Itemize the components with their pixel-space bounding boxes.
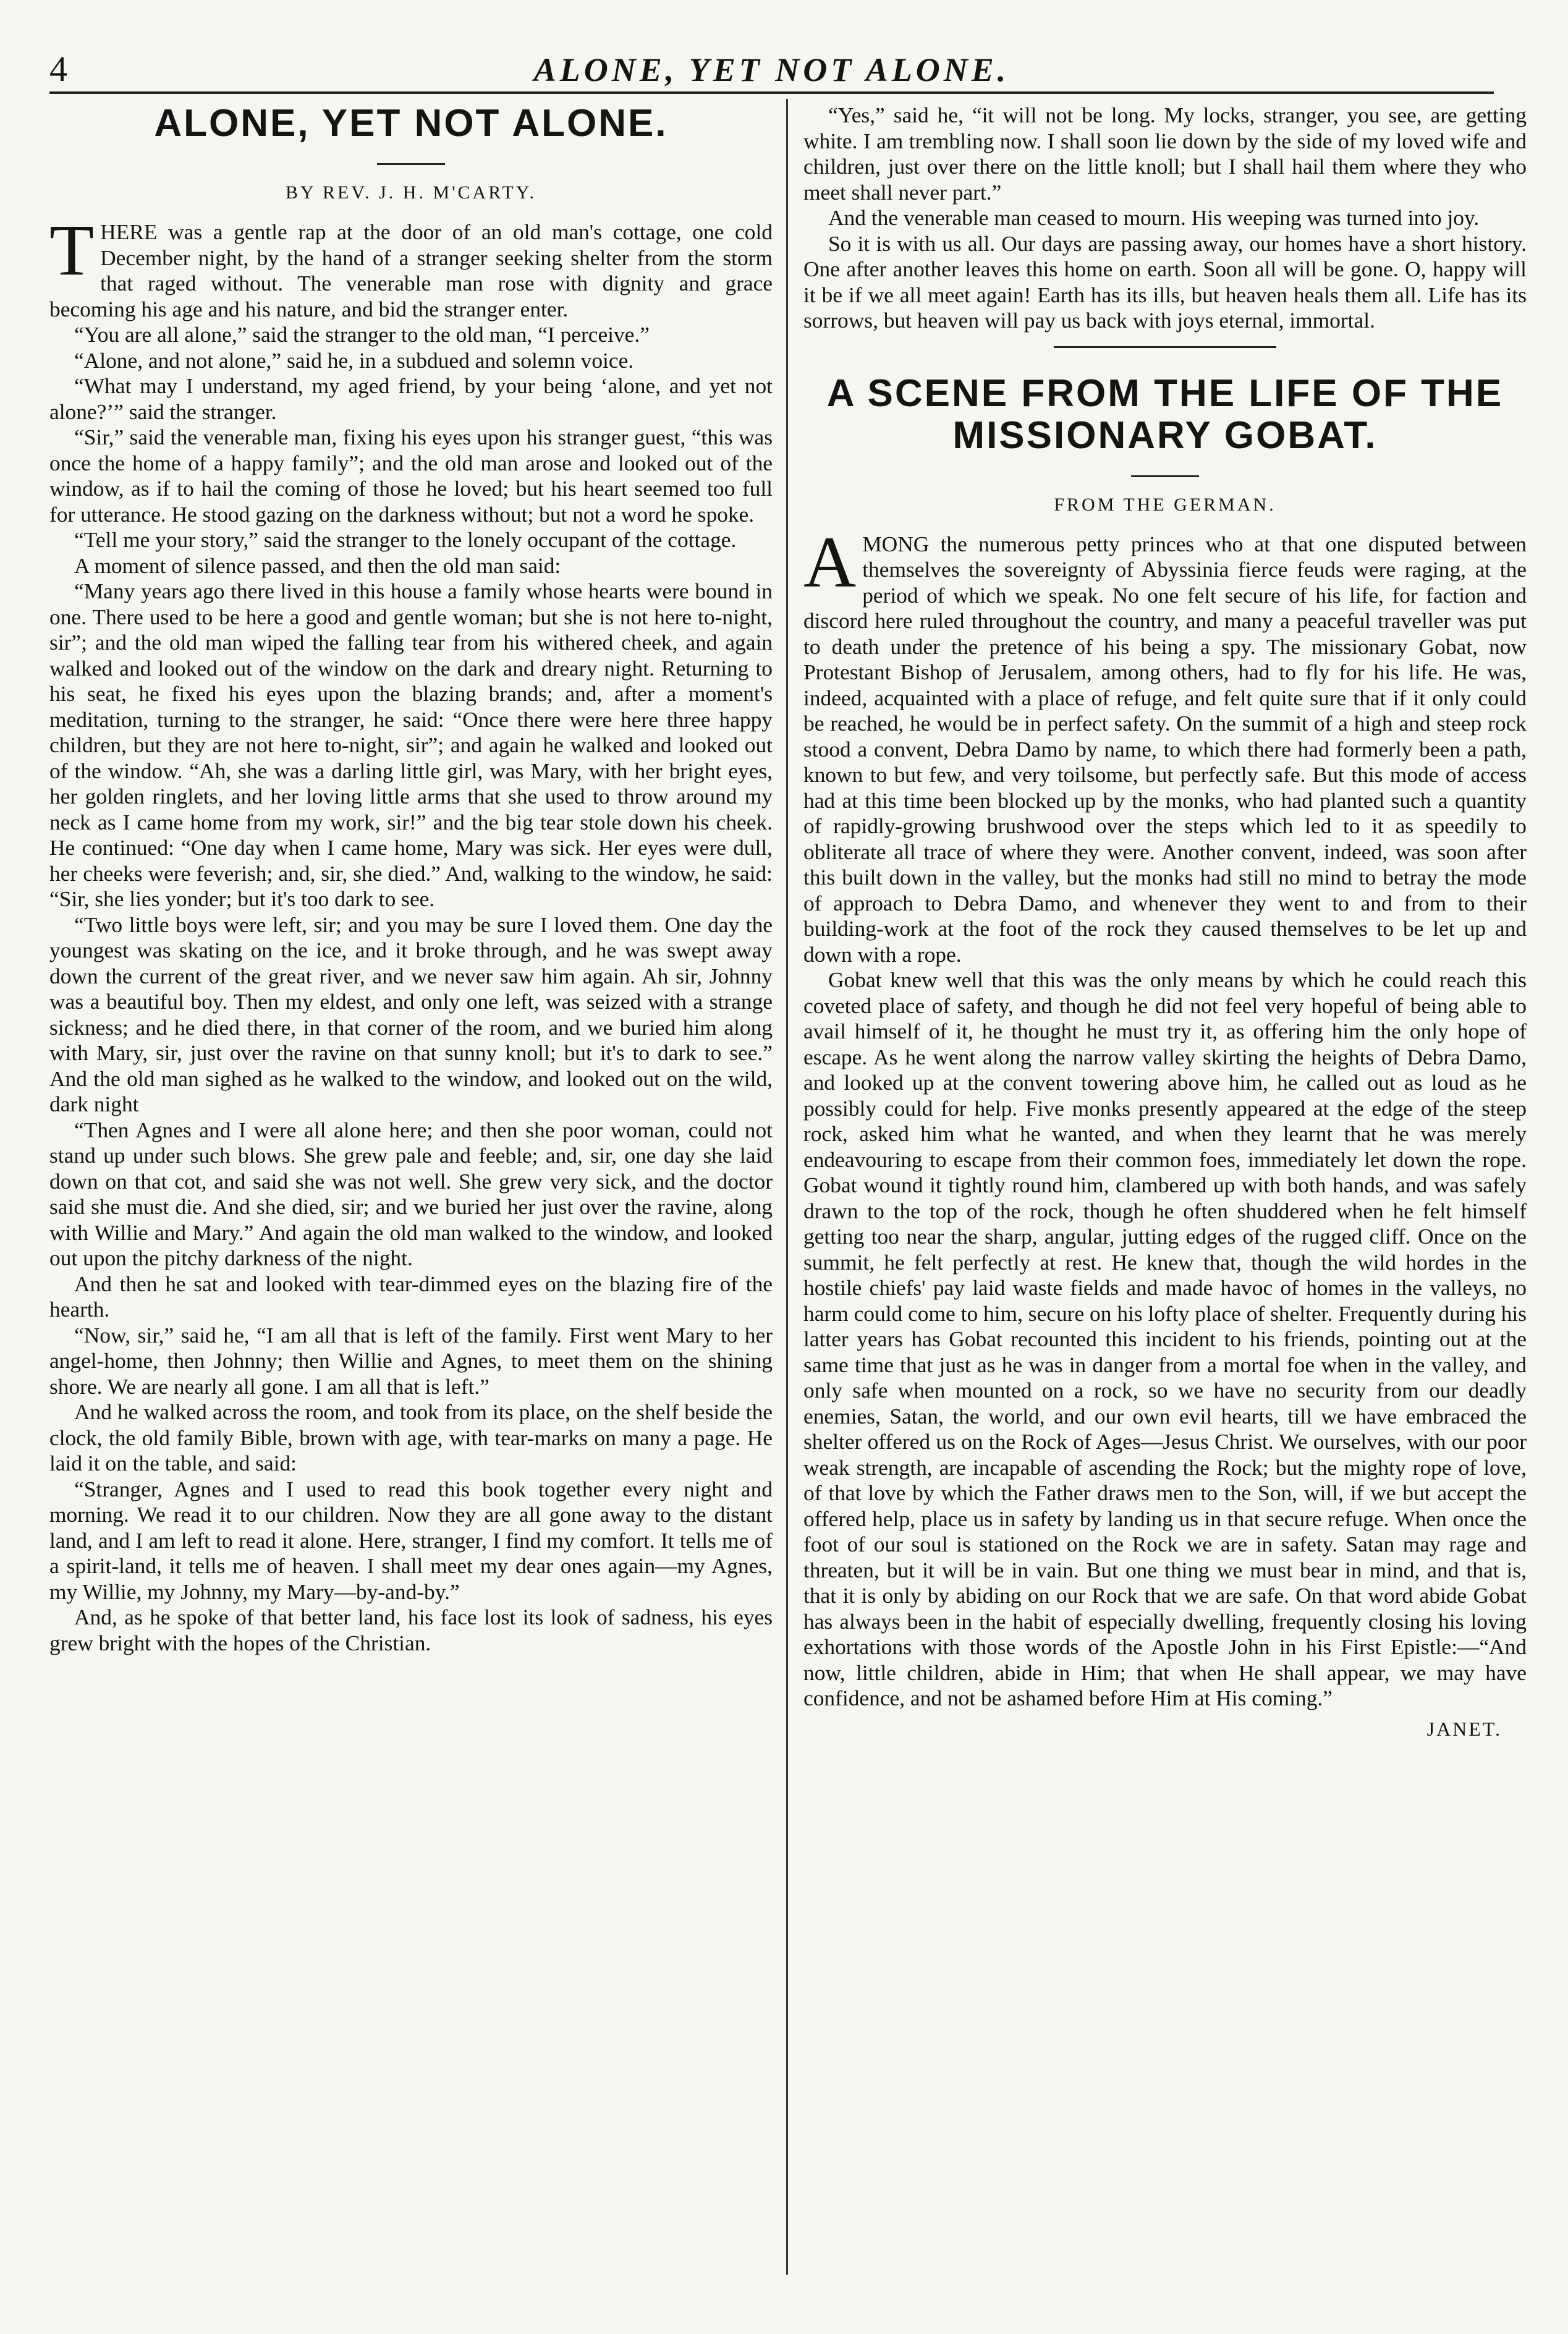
- paragraph: “Two little boys were left, sir; and you may be sure I loved them. One day the youngest was skating on the ice, and it broke through, and he was swept away down the current of the great river, and we never saw him again. Ah sir, Johnny was a beautiful boy. Then my eldest, and only one left, was seized with a strange sickness; and he died there, in that corner of the room, and we buried him along with Mary, sir, just over the ravine on that sunny knoll; but it's to dark to see.” And the old man sighed as he walked to the window, and looked out on the wild, dark night: [49, 912, 773, 1116]
- paragraph: “Alone, and not alone,” said he, in a subdued and solemn voice.: [74, 347, 634, 373]
- title-rule: [377, 163, 445, 165]
- paragraph: “You are all alone,” said the stranger to the old man, “I perceive.”: [74, 322, 650, 347]
- paragraph: “Many years ago there lived in this house a family whose hearts were bound in one. There used to be here a good and gentle woman; but she is not here to-night, sir”; and the old man wiped the falling tear from his withered cheek, and again walked and looked out of the window on the dark and dreary night. Returning to his seat, he fixed his eyes upon the blazing brands; and, after a moment's meditation, turning to the stranger, he said: “Once there were here three happy children, but they are not here to-night, sir”; and again he walked and looked out of the window. “Ah, she was a darling little girl, was Mary, with her bright eyes, her golden ringlets, and her loving little arms that she used to throw around my neck as I came home from my work, sir!” and the big tear stole down his cheek. He continued: “One day when I came home, Mary was sick. Her eyes were dull, her cheeks were feverish; and, sir, she died.” And, walking to the window, he said: “Sir, she lies yonder; but it's too dark to see.: [49, 579, 773, 911]
- paragraph: “Now, sir,” said he, “I am all that is left of the family. First went Mary to her angel-home, then Johnny; then Willie and Agnes, to meet them on the shining shore. We are nearly all gone. I am all that is left.”: [49, 1322, 773, 1399]
- title-rule: [1131, 475, 1199, 477]
- article-title: ALONE, YET NOT ALONE.: [154, 102, 668, 145]
- byline: FROM THE GERMAN.: [1054, 494, 1276, 515]
- paragraph: And he walked across the room, and took from its place, on the shelf beside the clock, the old family Bible, brown with age, with tear-marks on many a page. He laid it on the table, and said:: [49, 1399, 773, 1475]
- column-divider: [786, 99, 788, 2275]
- paragraph: And the venerable man ceased to mourn. His weeping was turned into joy.: [828, 205, 1480, 230]
- paragraph: “Yes,” said he, “it will not be long. My locks, stranger, you see, are getting white. I am trembling now. I shall soon lie down by the side of my loved wife and children, just over there on the little knoll; but I shall hail them where they who meet shall never part.”: [803, 103, 1527, 205]
- byline: BY REV. J. H. M'CARTY.: [285, 182, 537, 203]
- paragraph: Gobat knew well that this was the only means by which he could reach this coveted place of safety, and though he did not feel very hopeful of being able to avail himself of it, he thought he must try it, as offering him the only hope of escape. As he went along the narrow valley skirting the heights of Debra Damo, and looked up at the convent towering above him, he called out as loud as he possibly could for help. Five monks presently appeared at the edge of the steep rock, asked him what he wanted, and when they learnt that he was merely endeavouring to escape from their common foes, immediately let down the rope. Gobat wound it tightly round him, clambered up with both hands, and was safely drawn to the top of the rock, though he often shuddered when he felt himself getting too near the sharp, angular, jutting edges of the rugged cliff. Once on the summit, he felt perfectly at rest. He knew that, though the wild hordes in the hostile chiefs' pay laid waste fields and made havoc of homes in the valleys, no harm could come to him, secure on his lofty place of shelter. Frequently during his latter years has Gobat recounted this incident to his friends, pointing out at the same time that just as he was in danger from a mortal foe when in the valley, and only safe when mounted on a rock, so we have no security from our deadly enemies, Satan, the world, and our own evil hearts, till we have embraced the shelter offered us on the Rock of Ages—Jesus Christ. We ourselves, with our poor weak strength, are incapable of ascending the Rock; but the mighty rope of love, of that love by which the Father draws men to the Son, will, if we but accept the offered help, place us in safety by landing us in that secure refuge. When once the foot of our soul is stationed on the Rock we are in safety. Satan may rage and threaten, but it will be in vain. But one thing we must bear in mind, and that is, that it is only by abiding on our Rock that we are safe. On that word abide Gobat has always been in the habit of especially dwelling, frequently closing his loving exhortations with those words of the Apostle John in his First Epistle:—“And now, little children, abide in Him; that when He shall appear, we may have confidence, and not be ashamed before Him at His coming.”: [803, 967, 1527, 1710]
- left-column: [49, 103, 773, 1656]
- article-separator: [1054, 346, 1276, 348]
- paragraph: “Stranger, Agnes and I used to read this book together every night and morning. We read it to our children. Now they are all gone away to the distant land, and I am left to read it alone. Here, stranger, I find my comfort. It tells me of a spirit-land, it tells me of heaven. I shall meet my dear ones again—my Agnes, my Willie, my Johnny, my Mary—by-and-by.”: [49, 1476, 773, 1604]
- paragraph: And then he sat and looked with tear-dimmed eyes on the blazing fire of the hearth.: [49, 1271, 773, 1322]
- paragraph: “Sir,” said the venerable man, fixing his eyes upon his stranger guest, “this was once the home of a happy family”; and the old man arose and looked out of the window, as if to hail the coming of those he loved; but his heart seemed too full for utterance. He stood gazing on the darkness without; but not a word he spoke.: [49, 425, 773, 527]
- paragraph: “What may I understand, my aged friend, by your being ‘alone, and yet not alone?’” said the stranger.: [49, 373, 773, 424]
- running-head: [49, 48, 1494, 94]
- article-title: A SCENE FROM THE LIFE OF THE MISSIONARY GOBAT.: [826, 371, 1504, 457]
- signature: JANET.: [1426, 1717, 1502, 1740]
- right-column: [803, 103, 1527, 1741]
- drop-cap: T: [49, 210, 95, 291]
- paragraph: A moment of silence passed, and then the old man said:: [74, 553, 561, 578]
- drop-cap: A: [803, 521, 857, 603]
- running-title: ALONE, YET NOT ALONE.: [533, 51, 1010, 88]
- paragraph: And, as he spoke of that better land, his face lost its look of sadness, his eyes grew bright with the hopes of the Christian.: [49, 1605, 773, 1655]
- paragraph: So it is with us all. Our days are passing away, our homes have a short history. One after another leaves this home on earth. Soon all will be gone. O, happy will it be if we all meet again! Earth has its ills, but heaven heals them all. Life has its sorrows, but heaven will pay us back with joys eternal, immortal.: [803, 231, 1527, 333]
- paragraph: THERE was a gentle rap at the door of an old man's cottage, one cold December night, by the hand of a stranger seeking shelter from the storm that raged without. The venerable man rose with dignity and grace becoming his age and his nature, and bid the stranger enter.: [49, 210, 773, 321]
- paragraph: “Tell me your story,” said the stranger to the lonely occupant of the cottage.: [74, 527, 737, 552]
- page-number: 4: [49, 49, 67, 89]
- paragraph: AMONG the numerous petty princes who at that one disputed between themselves the sovereignty of Abyssinia fierce feuds were raging, at the period of which we speak. No one felt secure of his life, for faction and discord here ruled throughout the country, and many a peaceful traveller was put to death under the pretence of his being a spy. The missionary Gobat, now Protestant Bishop of Jerusalem, among others, had to fly for his life. He was, indeed, acquainted with a place of refuge, and felt quite sure that if it only could be reached, he would be in perfect safety. On the summit of a high and steep rock stood a convent, Debra Damo by name, to which there had formerly been a path, known to but few, and very toilsome, but perfectly safe. But this mode of access had at this time been blocked up by the monks, who had planted such a quantity of rapidly-growing brushwood over the steps which led to it as speedily to obliterate all trace of where they were. Another convent, indeed, was soon after this built down in the valley, but the monks had still no mind to betray the mode of approach to Debra Damo, and whenever they went to and from to their building-work at the foot of the rock they caused themselves to be let up and down with a rope.: [803, 521, 1527, 967]
- paragraph: “Then Agnes and I were all alone here; and then she poor woman, could not stand up under such blows. She grew pale and feeble; and, sir, one day she laid down on that cot, and said she was not well. She grew very sick, and the doctor said she must die. And she died, sir; and we buried her just over the ravine, along with Willie and Mary.” And again the old man walked to the window, and looked out upon the pitchy darkness of the night.: [49, 1117, 773, 1270]
